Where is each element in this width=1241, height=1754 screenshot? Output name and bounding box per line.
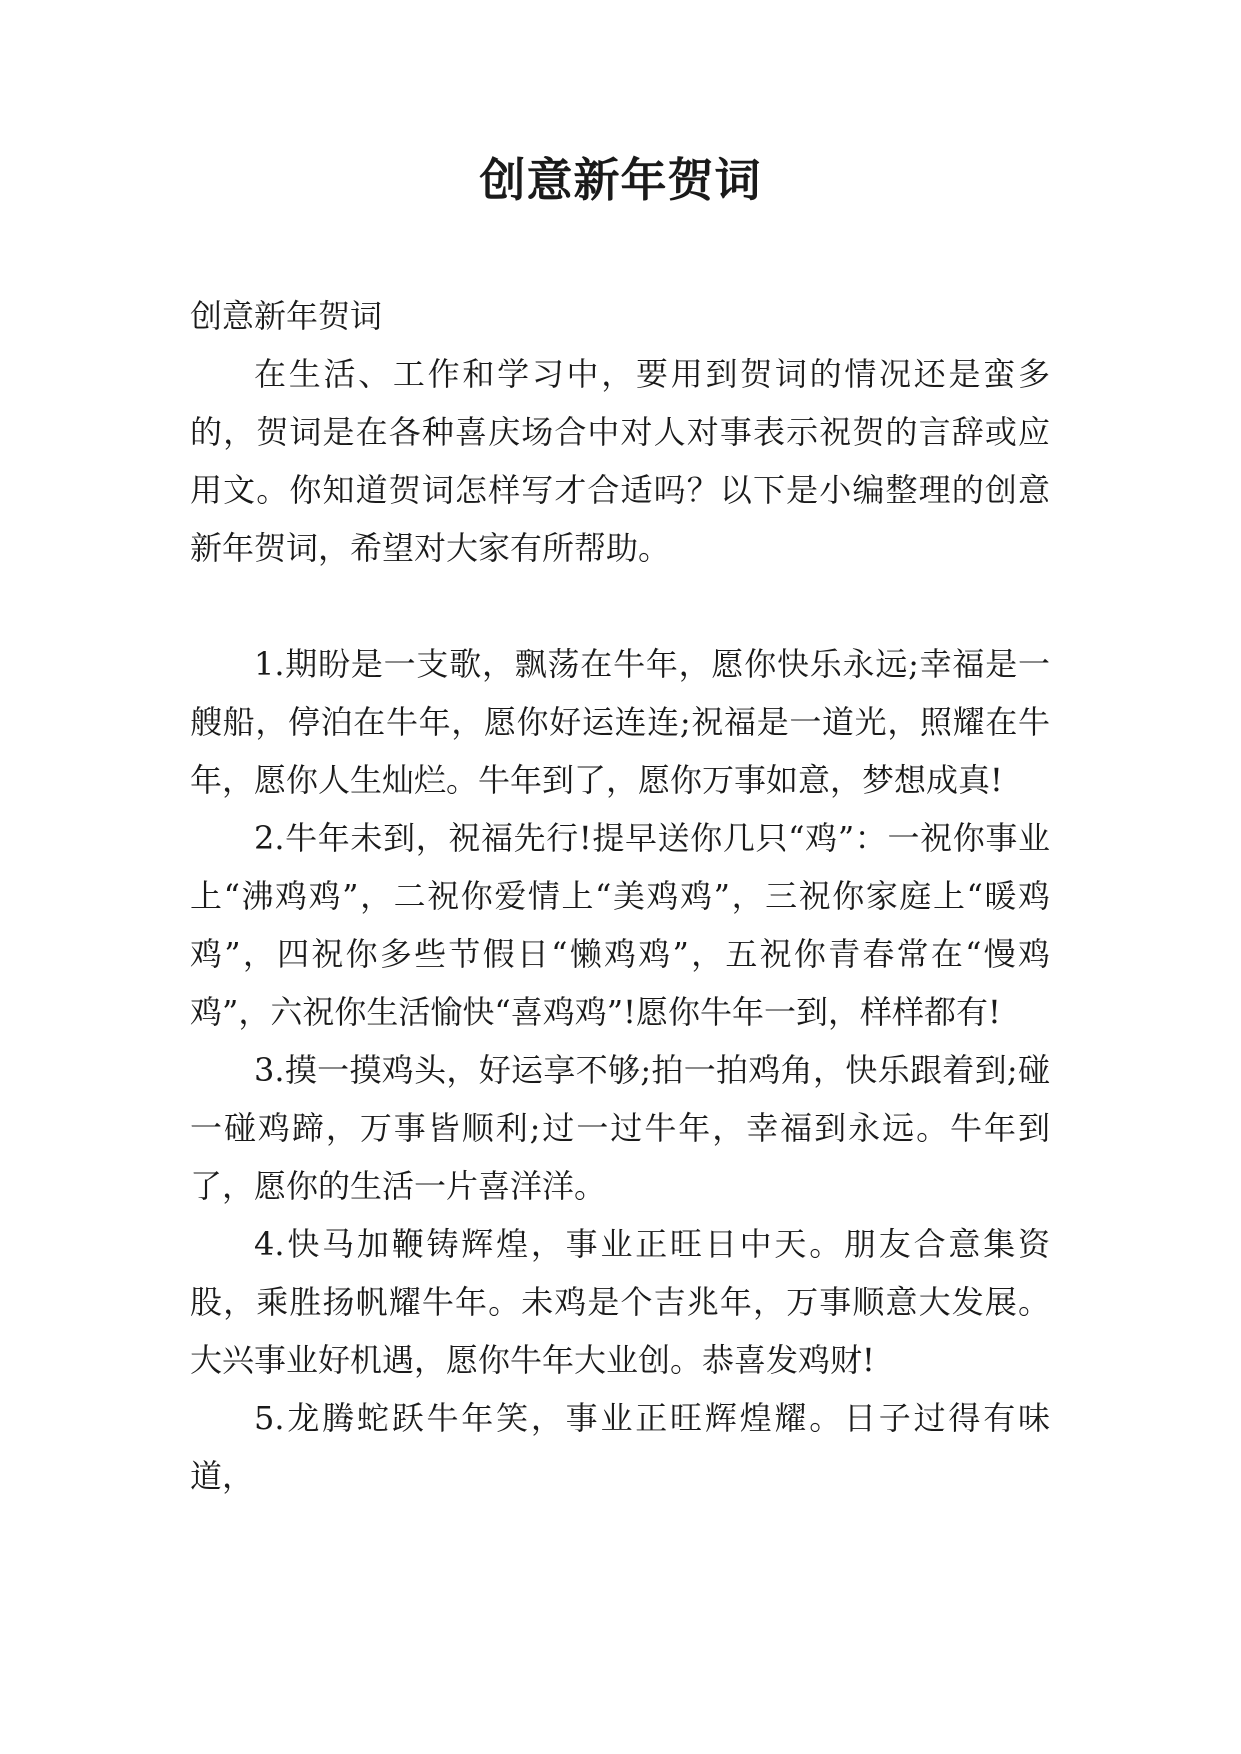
greeting-item-1: 1.期盼是一支歌，飘荡在牛年，愿你快乐永远;幸福是一艘船，停泊在牛年，愿你好运连连;祝福是一道光，照耀在牛年，愿你人生灿烂。牛年到了，愿你万事如意，梦想成真! [190,645,1050,799]
intro-paragraph: 在生活、工作和学习中，要用到贺词的情况还是蛮多的，贺词是在各种喜庆场合中对人对事表示祝贺的言辞或应用文。你知道贺词怎样写才合适吗？以下是小编整理的创意新年贺词，希望对大家有所帮助。 [190,355,1050,567]
greeting-item-5: 5.龙腾蛇跃牛年笑，事业正旺辉煌耀。日子过得有味道， [190,1399,1050,1495]
greeting-item-3: 3.摸一摸鸡头，好运享不够;拍一拍鸡角，快乐跟着到;碰一碰鸡蹄，万事皆顺利;过一过牛年，幸福到永远。牛年到了，愿你的生活一片喜洋洋。 [190,1051,1050,1205]
document-body [190,287,1050,1505]
greeting-item-4: 4.快马加鞭铸辉煌，事业正旺日中天。朋友合意集资股，乘胜扬帆耀牛年。未鸡是个吉兆年，万事顺意大发展。大兴事业好机遇，愿你牛年大业创。恭喜发鸡财! [190,1225,1050,1379]
paragraph-spacer [190,577,1050,635]
document-title: 创意新年贺词 [479,153,762,207]
document-subtitle: 创意新年贺词 [190,297,383,335]
greeting-item-2: 2.牛年未到，祝福先行!提早送你几只“鸡”：一祝你事业上“沸鸡鸡”，二祝你爱情上“美鸡鸡”，三祝你家庭上“暖鸡鸡”，四祝你多些节假日“懒鸡鸡”，五祝你青春常在“慢鸡鸡”，六祝你生活愉快“喜鸡鸡”!愿你牛年一到，样样都有! [190,819,1050,1031]
